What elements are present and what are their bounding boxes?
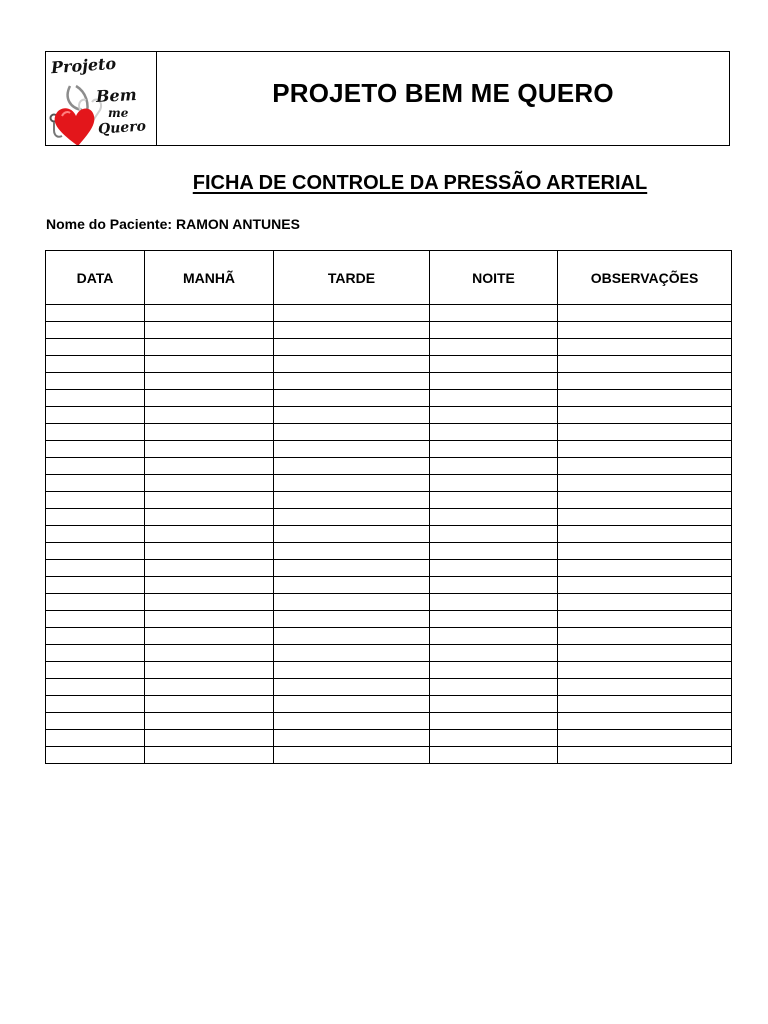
table-cell[interactable] bbox=[430, 373, 558, 390]
table-cell[interactable] bbox=[145, 322, 274, 339]
table-cell[interactable] bbox=[430, 305, 558, 322]
logo-word: me bbox=[108, 106, 129, 120]
table-row bbox=[46, 390, 732, 407]
table-cell[interactable] bbox=[558, 356, 732, 373]
table-cell[interactable] bbox=[274, 679, 430, 696]
table-cell[interactable] bbox=[430, 475, 558, 492]
table-row bbox=[46, 560, 732, 577]
table-cell[interactable] bbox=[145, 475, 274, 492]
blood-pressure-table bbox=[45, 250, 732, 764]
table-cell[interactable] bbox=[145, 730, 274, 747]
table-cell[interactable] bbox=[145, 356, 274, 373]
table-cell[interactable] bbox=[274, 305, 430, 322]
table-row bbox=[46, 679, 732, 696]
table-cell[interactable] bbox=[558, 577, 732, 594]
table-row bbox=[46, 424, 732, 441]
table-row bbox=[46, 747, 732, 764]
table-body bbox=[46, 305, 732, 764]
table-cell[interactable] bbox=[46, 628, 145, 645]
table-row bbox=[46, 305, 732, 322]
table-cell[interactable] bbox=[145, 526, 274, 543]
table-row bbox=[46, 526, 732, 543]
table-cell[interactable] bbox=[274, 356, 430, 373]
column-header-data: DATA bbox=[46, 251, 145, 305]
table-cell[interactable] bbox=[46, 662, 145, 679]
table-row bbox=[46, 594, 732, 611]
table-cell[interactable] bbox=[274, 407, 430, 424]
table-row bbox=[46, 356, 732, 373]
table-cell[interactable] bbox=[558, 645, 732, 662]
table-cell[interactable] bbox=[430, 322, 558, 339]
table-cell[interactable] bbox=[430, 356, 558, 373]
table-cell[interactable] bbox=[46, 526, 145, 543]
table-cell[interactable] bbox=[274, 322, 430, 339]
table-cell[interactable] bbox=[558, 662, 732, 679]
table-cell[interactable] bbox=[46, 679, 145, 696]
table-cell[interactable] bbox=[145, 305, 274, 322]
table-row bbox=[46, 577, 732, 594]
table-row bbox=[46, 645, 732, 662]
table-row bbox=[46, 611, 732, 628]
form-title bbox=[0, 172, 768, 195]
table-cell[interactable] bbox=[430, 662, 558, 679]
table-cell[interactable] bbox=[430, 594, 558, 611]
column-header-observacoes: OBSERVAÇÕES bbox=[558, 251, 732, 305]
table-cell[interactable] bbox=[274, 390, 430, 407]
table-row bbox=[46, 628, 732, 645]
table-cell[interactable] bbox=[46, 407, 145, 424]
table-cell[interactable] bbox=[430, 407, 558, 424]
table-cell[interactable] bbox=[558, 594, 732, 611]
column-header-noite: NOITE bbox=[430, 251, 558, 305]
table-cell[interactable] bbox=[430, 560, 558, 577]
table-cell[interactable] bbox=[558, 543, 732, 560]
table-cell[interactable] bbox=[46, 322, 145, 339]
table-cell[interactable] bbox=[558, 339, 732, 356]
table-cell[interactable] bbox=[274, 628, 430, 645]
table-cell[interactable] bbox=[46, 441, 145, 458]
table-cell[interactable] bbox=[46, 543, 145, 560]
table-cell[interactable] bbox=[558, 492, 732, 509]
table-cell[interactable] bbox=[430, 543, 558, 560]
table-cell[interactable] bbox=[145, 560, 274, 577]
table-cell[interactable] bbox=[274, 475, 430, 492]
column-header-tarde: TARDE bbox=[274, 251, 430, 305]
table-cell[interactable] bbox=[558, 509, 732, 526]
table-row bbox=[46, 373, 732, 390]
table-cell[interactable] bbox=[46, 577, 145, 594]
table-row bbox=[46, 322, 732, 339]
table-cell[interactable] bbox=[145, 747, 274, 764]
table-cell[interactable] bbox=[274, 509, 430, 526]
table-cell[interactable] bbox=[558, 747, 732, 764]
table-cell[interactable] bbox=[558, 679, 732, 696]
table-cell[interactable] bbox=[558, 441, 732, 458]
table-cell[interactable] bbox=[145, 492, 274, 509]
column-header-manha: MANHÃ bbox=[145, 251, 274, 305]
table-cell[interactable] bbox=[274, 645, 430, 662]
table-header-row bbox=[46, 251, 732, 305]
table-cell[interactable] bbox=[430, 747, 558, 764]
table-cell[interactable] bbox=[274, 424, 430, 441]
table-cell[interactable] bbox=[145, 509, 274, 526]
patient-name-line bbox=[46, 216, 300, 232]
table-cell[interactable] bbox=[558, 373, 732, 390]
table-cell[interactable] bbox=[145, 339, 274, 356]
table-cell[interactable] bbox=[558, 696, 732, 713]
logo-word: Projeto bbox=[50, 53, 117, 78]
table-cell[interactable] bbox=[145, 424, 274, 441]
table-row bbox=[46, 458, 732, 475]
table-cell[interactable] bbox=[145, 611, 274, 628]
table-cell[interactable] bbox=[430, 645, 558, 662]
table-cell[interactable] bbox=[145, 662, 274, 679]
table-cell[interactable] bbox=[145, 441, 274, 458]
table-cell[interactable] bbox=[46, 747, 145, 764]
logo-word: Quero bbox=[97, 118, 147, 138]
table-cell[interactable] bbox=[558, 628, 732, 645]
table-cell[interactable] bbox=[145, 594, 274, 611]
table-cell[interactable] bbox=[274, 696, 430, 713]
table-cell[interactable] bbox=[274, 594, 430, 611]
table-cell[interactable] bbox=[145, 458, 274, 475]
table-cell[interactable] bbox=[558, 322, 732, 339]
table-cell[interactable] bbox=[558, 526, 732, 543]
page-title: PROJETO BEM ME QUERO bbox=[272, 78, 614, 108]
table-cell[interactable] bbox=[274, 713, 430, 730]
table-row bbox=[46, 441, 732, 458]
table-cell[interactable] bbox=[274, 747, 430, 764]
table-cell[interactable] bbox=[46, 356, 145, 373]
table-row bbox=[46, 339, 732, 356]
project-logo bbox=[46, 52, 157, 145]
table-cell[interactable] bbox=[145, 645, 274, 662]
table-cell[interactable] bbox=[145, 577, 274, 594]
table-cell[interactable] bbox=[430, 424, 558, 441]
table-cell[interactable] bbox=[145, 390, 274, 407]
table-row bbox=[46, 730, 732, 747]
table-cell[interactable] bbox=[46, 509, 145, 526]
table-cell[interactable] bbox=[558, 475, 732, 492]
table-cell[interactable] bbox=[558, 424, 732, 441]
header-box bbox=[45, 51, 730, 146]
table-row bbox=[46, 475, 732, 492]
table-cell[interactable] bbox=[145, 407, 274, 424]
table-cell[interactable] bbox=[558, 730, 732, 747]
table-cell[interactable] bbox=[558, 390, 732, 407]
patient-name: RAMON ANTUNES bbox=[176, 216, 300, 232]
table-cell[interactable] bbox=[558, 458, 732, 475]
table-cell[interactable] bbox=[145, 679, 274, 696]
table-cell[interactable] bbox=[145, 373, 274, 390]
table-cell[interactable] bbox=[46, 424, 145, 441]
table-cell[interactable] bbox=[46, 611, 145, 628]
table-row bbox=[46, 543, 732, 560]
table-cell[interactable] bbox=[145, 696, 274, 713]
table-cell[interactable] bbox=[274, 543, 430, 560]
table-cell[interactable] bbox=[46, 390, 145, 407]
table-row bbox=[46, 509, 732, 526]
table-cell[interactable] bbox=[274, 526, 430, 543]
table-cell[interactable] bbox=[430, 458, 558, 475]
table-cell[interactable] bbox=[274, 339, 430, 356]
table-cell[interactable] bbox=[430, 509, 558, 526]
table-cell[interactable] bbox=[274, 662, 430, 679]
table-cell[interactable] bbox=[274, 611, 430, 628]
table-cell[interactable] bbox=[46, 594, 145, 611]
table-cell[interactable] bbox=[274, 577, 430, 594]
table-cell[interactable] bbox=[274, 373, 430, 390]
table-cell[interactable] bbox=[558, 560, 732, 577]
table-cell[interactable] bbox=[46, 305, 145, 322]
table-cell[interactable] bbox=[46, 373, 145, 390]
patient-label: Nome do Paciente: bbox=[46, 216, 173, 232]
table-cell[interactable] bbox=[430, 390, 558, 407]
table-cell[interactable] bbox=[46, 730, 145, 747]
table-cell[interactable] bbox=[558, 305, 732, 322]
table-row bbox=[46, 662, 732, 679]
table-cell[interactable] bbox=[46, 696, 145, 713]
table-cell[interactable] bbox=[430, 730, 558, 747]
logo-word: Bem bbox=[95, 84, 138, 107]
table-cell[interactable] bbox=[430, 339, 558, 356]
table-cell[interactable] bbox=[274, 730, 430, 747]
table-cell[interactable] bbox=[430, 577, 558, 594]
table-cell[interactable] bbox=[145, 628, 274, 645]
table-cell[interactable] bbox=[430, 611, 558, 628]
table-cell[interactable] bbox=[430, 696, 558, 713]
table-cell[interactable] bbox=[430, 441, 558, 458]
table-cell[interactable] bbox=[274, 441, 430, 458]
table-cell[interactable] bbox=[145, 543, 274, 560]
table-cell[interactable] bbox=[46, 339, 145, 356]
table-cell[interactable] bbox=[558, 713, 732, 730]
table-row bbox=[46, 407, 732, 424]
table-cell[interactable] bbox=[430, 679, 558, 696]
table-row bbox=[46, 713, 732, 730]
form-title-text: FICHA DE CONTROLE DA PRESSÃO ARTERIAL bbox=[192, 172, 648, 194]
table-cell[interactable] bbox=[46, 560, 145, 577]
table-cell[interactable] bbox=[430, 628, 558, 645]
table-cell[interactable] bbox=[430, 492, 558, 509]
table-cell[interactable] bbox=[46, 713, 145, 730]
table-cell[interactable] bbox=[430, 713, 558, 730]
table-cell[interactable] bbox=[558, 611, 732, 628]
table-cell[interactable] bbox=[274, 458, 430, 475]
table-cell[interactable] bbox=[274, 492, 430, 509]
table-cell[interactable] bbox=[46, 645, 145, 662]
table-cell[interactable] bbox=[430, 526, 558, 543]
table-cell[interactable] bbox=[46, 458, 145, 475]
table-cell[interactable] bbox=[558, 407, 732, 424]
table-cell[interactable] bbox=[145, 713, 274, 730]
table-row bbox=[46, 696, 732, 713]
table-cell[interactable] bbox=[274, 560, 430, 577]
table-cell[interactable] bbox=[46, 492, 145, 509]
table-row bbox=[46, 492, 732, 509]
table-cell[interactable] bbox=[46, 475, 145, 492]
